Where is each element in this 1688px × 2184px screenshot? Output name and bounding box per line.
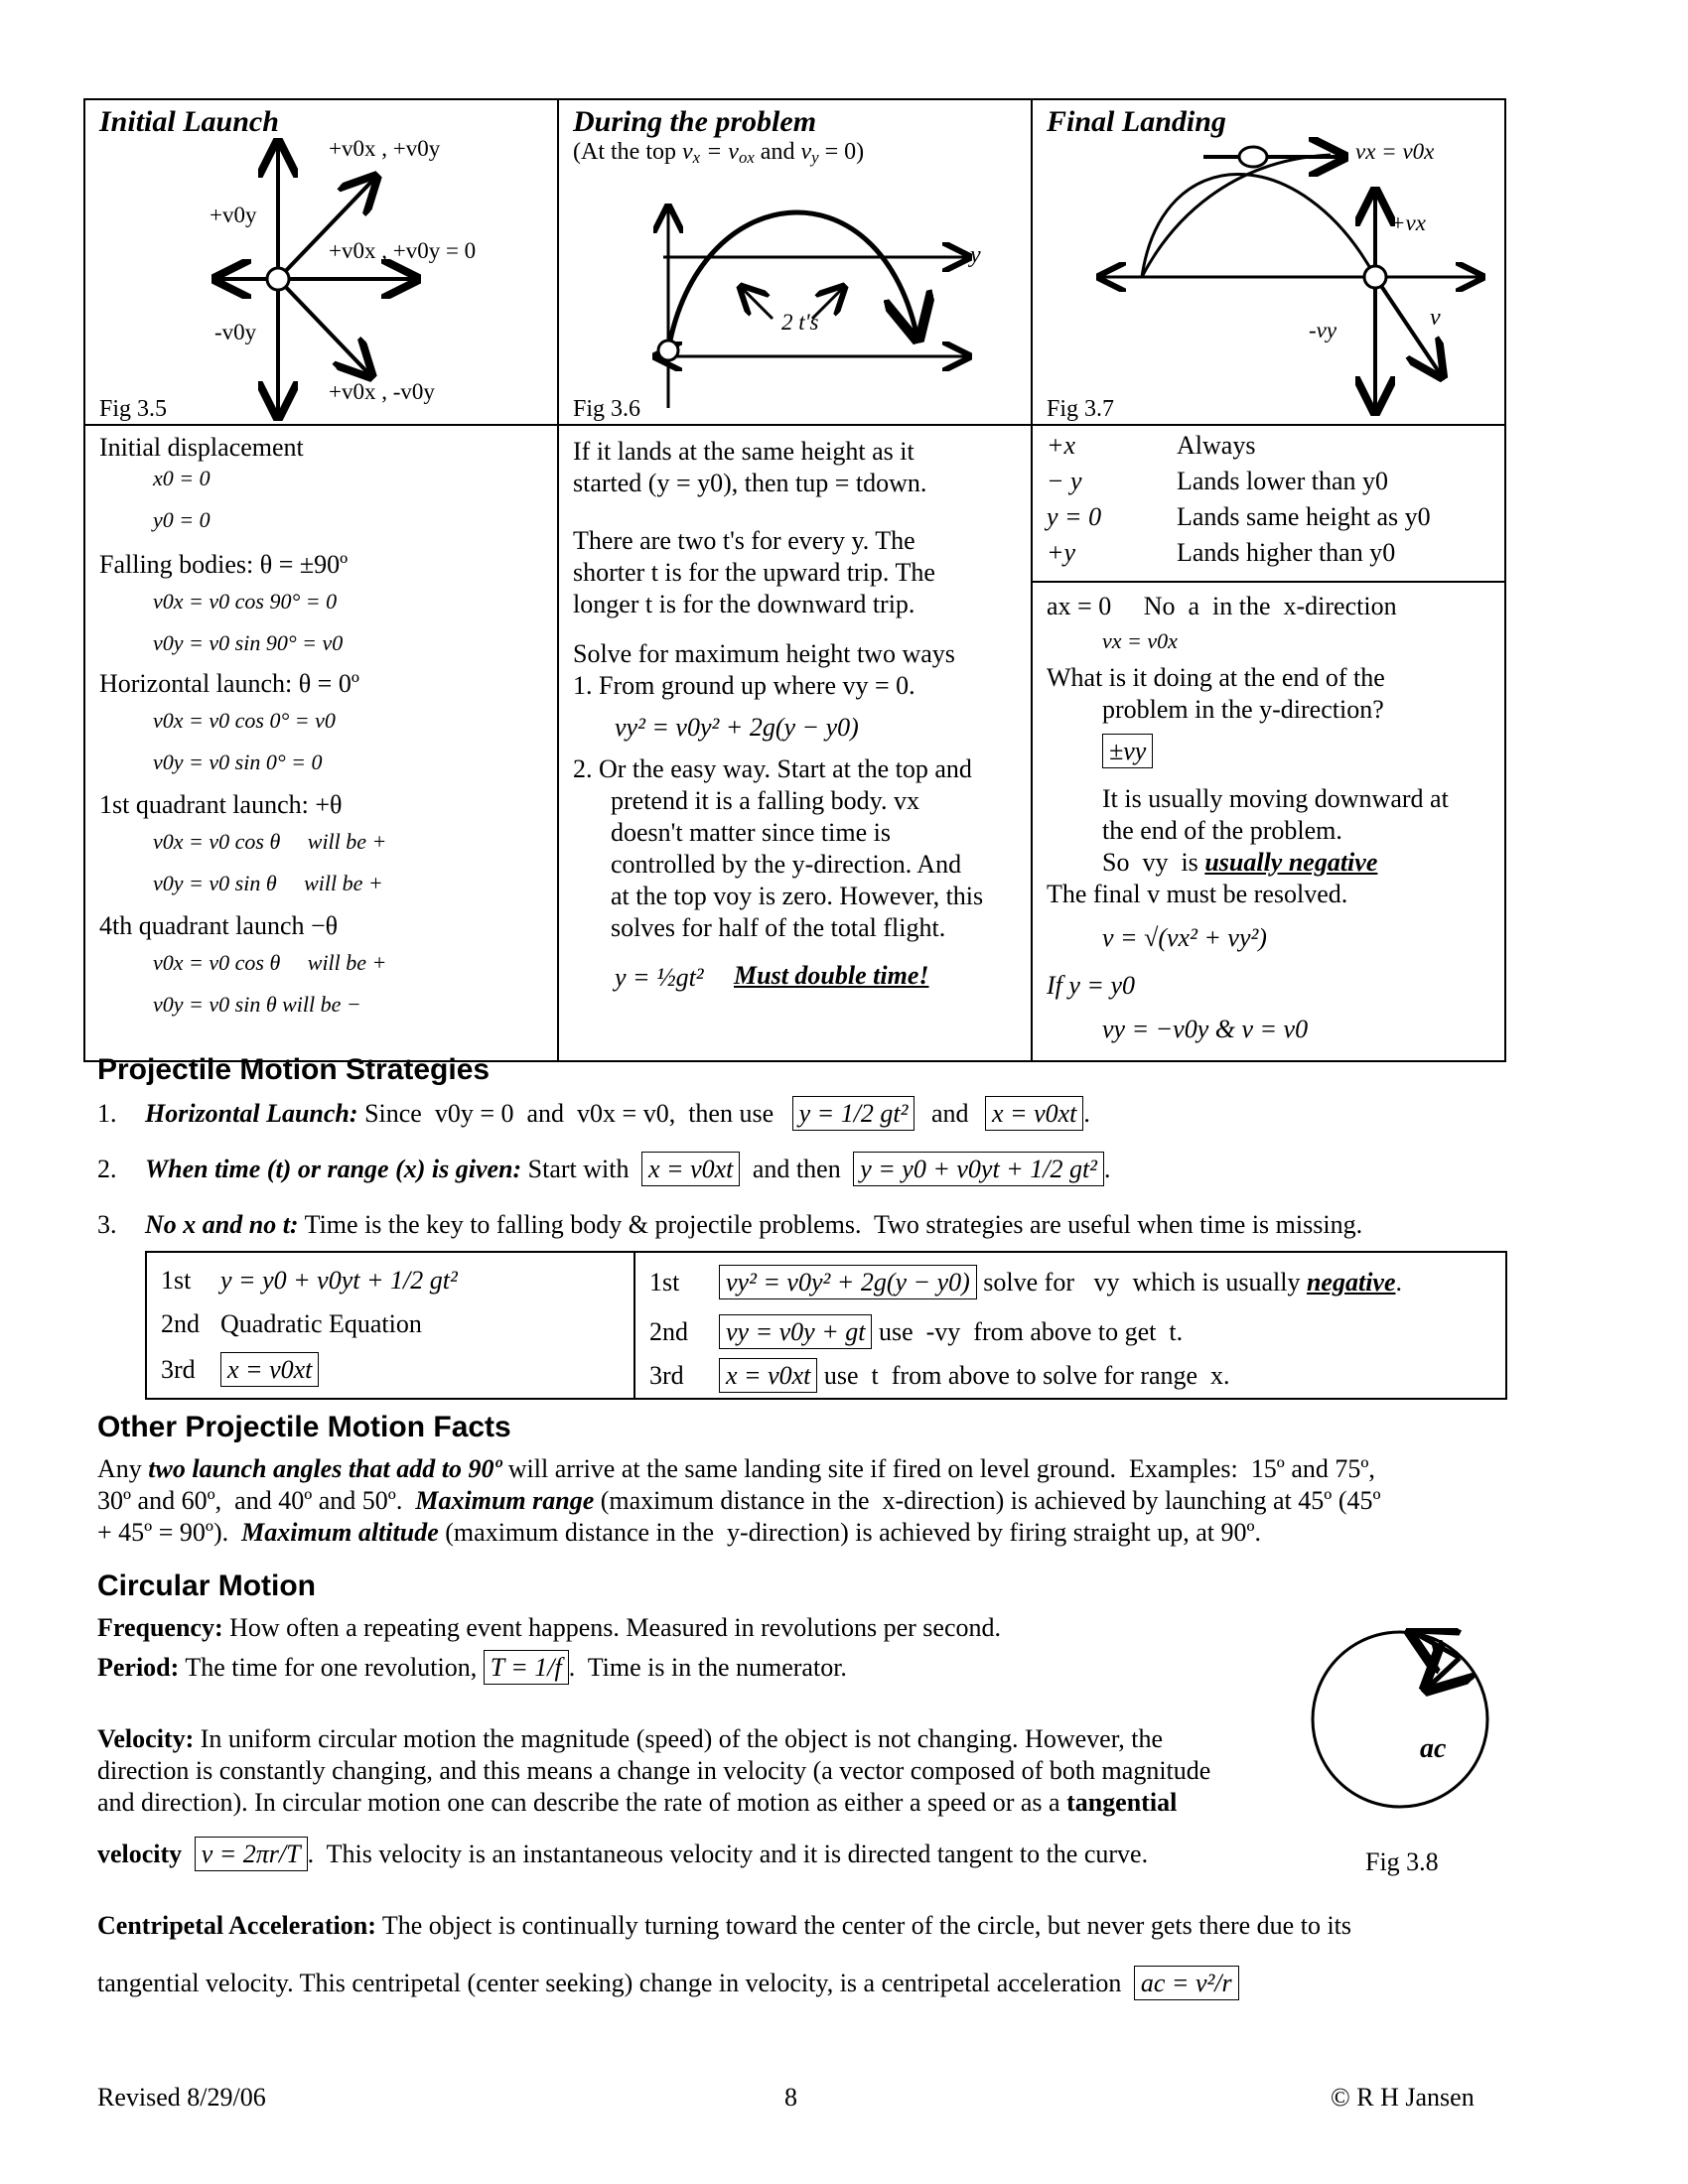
middle-column-cell (557, 424, 1033, 1062)
label-v0x-neg-v0y: +v0x , -v0y (329, 379, 435, 404)
right-equation-v: v = √(vx² + vy²) (1102, 923, 1267, 952)
left-line-15: v0y = v0 sin θ will be − (153, 992, 361, 1017)
left-line-11: v0x = v0 cos θ will be + (153, 829, 387, 854)
right-line-7: the end of the problem. (1102, 816, 1342, 845)
fig-3-6-caption: Fig 3.6 (573, 396, 641, 422)
left-line-1: Initial displacement (99, 433, 304, 462)
right-line-10: The final v must be resolved. (1047, 880, 1348, 908)
left-column-cell (83, 424, 559, 1062)
right-line-6: It is usually moving downward at (1102, 784, 1449, 813)
mid-line-12: controlled by the y-direction. And (611, 850, 962, 879)
right-line-2: vx = v0x (1102, 628, 1178, 653)
initial-launch-diagram (85, 100, 557, 424)
sign-row-2-desc: Lands lower than y0 (1177, 467, 1389, 495)
fig-cell-during-problem (557, 98, 1033, 426)
circular-motion-diagram (1311, 1628, 1509, 1846)
sign-table (1033, 426, 1504, 583)
label-neg-vy: -vy (1309, 318, 1337, 342)
during-problem-diagram (559, 100, 1031, 424)
strategy-3-table (145, 1251, 1507, 1400)
mid-equation-2: y = ½gt² (615, 963, 704, 992)
velocity-line-1: Velocity: In uniform circular motion the magnitude (speed) of the object is not changing. However, the (97, 1724, 1164, 1753)
period-line: Period: The time for one revolution, T = 1/f . Time is in the numerator. (97, 1650, 847, 1685)
footer-copyright: © R H Jansen (1331, 2083, 1475, 2112)
label-y-axis: y (970, 242, 981, 268)
strategy-2-box-x: x = v0xt (641, 1152, 740, 1186)
strategy-left-row-2: 2nd Quadratic Equation (161, 1309, 422, 1338)
sign-row-4-symbol: +y (1047, 538, 1076, 567)
right-line-1: ax = 0 No a in the x-direction (1047, 592, 1397, 620)
sign-row-1-symbol: +x (1047, 431, 1076, 460)
right-box-pm-vy: ±vy (1102, 734, 1153, 768)
mid-line-1: If it lands at the same height as it (573, 437, 914, 466)
other-facts-line-1: Any two launch angles that add to 90º will arrive at the same landing site if fired on level ground. Examples: 15º and 75º, (97, 1454, 1375, 1483)
strategy-1-box-x: x = v0xt (985, 1096, 1083, 1131)
strategy-2-box-y: y = y0 + v0yt + 1/2 gt² (853, 1152, 1104, 1186)
left-line-8: v0x = v0 cos 0° = v0 (153, 708, 336, 733)
must-double-time: Must double time! (734, 961, 929, 990)
footer-revised: Revised 8/29/06 (97, 2083, 266, 2112)
mid-equation-1: vy² = v0y² + 2g(y − y0) (615, 713, 859, 742)
left-line-7: Horizontal launch: θ = 0º (99, 669, 359, 698)
left-line-2: x0 = 0 (153, 466, 211, 490)
fig-3-8-caption: Fig 3.8 (1365, 1847, 1439, 1876)
mid-line-13: at the top voy is zero. However, this (611, 882, 984, 910)
velocity-line-4: velocity v = 2πr/T . This velocity is an instantaneous velocity and it is directed tangent to the curve. (97, 1837, 1148, 1871)
mid-line-5: longer t is for the downward trip. (573, 590, 915, 618)
centripetal-line-2: tangential velocity. This centripetal (center seeking) change in velocity, is a centripetal acceleration ac = v²/r (97, 1966, 1239, 2000)
right-line-12: If y = y0 (1047, 971, 1136, 1000)
velocity-line-3: and direction). In circular motion one can describe the rate of motion as either a speed or as a tangential (97, 1788, 1178, 1817)
right-line-8: So vy is usually negative (1102, 848, 1378, 877)
mid-line-10: pretend it is a falling body. vx (611, 786, 919, 815)
label-v0y: +v0y (210, 203, 257, 227)
left-line-6: v0y = v0 sin 90° = v0 (153, 630, 344, 655)
left-line-10: 1st quadrant launch: +θ (99, 790, 343, 819)
centripetal-formula-box: ac = v²/r (1134, 1966, 1239, 2000)
label-v0x-v0y-zero: +v0x , +v0y = 0 (329, 238, 477, 263)
left-line-5: v0x = v0 cos 90° = 0 (153, 589, 338, 614)
label-v0x-v0y-up: +v0x , +v0y (329, 136, 441, 161)
other-facts-line-2: 30º and 60º, and 40º and 50º. Maximum range (maximum distance in the x-direction) is achieved by launching at 45º (45º (97, 1486, 1381, 1515)
strategy-right-row-3: 3rd x = v0xt use t from above to solve for range x. (649, 1358, 1230, 1393)
period-formula-box: T = 1/f (484, 1650, 569, 1685)
label-two-ts: 2 t's (781, 310, 819, 335)
mid-line-4: shorter t is for the upward trip. The (573, 558, 935, 587)
mid-line-7: 1. From ground up where vy = 0. (573, 671, 915, 700)
mid-line-9: 2. Or the easy way. Start at the top and (573, 754, 972, 783)
right-line-13: vy = −v0y & v = v0 (1102, 1015, 1309, 1043)
left-line-12: v0y = v0 sin θ will be + (153, 871, 383, 895)
strategy-left-row-3: 3rd x = v0xt (161, 1352, 319, 1387)
left-line-13: 4th quadrant launch −θ (99, 911, 339, 940)
circle-label-ac: ac (1420, 1733, 1447, 1764)
sign-row-3-desc: Lands same height as y0 (1177, 502, 1431, 531)
initial-launch-title: Initial Launch (99, 105, 279, 138)
strategies-heading: Projectile Motion Strategies (97, 1053, 491, 1086)
velocity-line-2: direction is constantly changing, and this means a change in velocity (a vector composed of both magnitude (97, 1756, 1211, 1785)
right-column-cell (1031, 424, 1506, 1062)
strategy-1: 1. Horizontal Launch: Since v0y = 0 and v0x = v0, then use y = 1/2 gt² and x = v0xt . (97, 1096, 1090, 1131)
strategy-3: 3. No x and no t: Time is the key to falling body & projectile problems. Two strategies are useful when time is missing. (97, 1210, 1363, 1239)
strategy-right-row-2: 2nd vy = v0y + gt use -vy from above to get t. (649, 1314, 1183, 1349)
fig-cell-final-landing (1031, 98, 1506, 426)
centripetal-line-1: Centripetal Acceleration: The object is continually turning toward the center of the circle, but never gets there due to its (97, 1911, 1352, 1940)
label-vx-eq-v0x: vx = v0x (1355, 139, 1435, 164)
other-facts-heading: Other Projectile Motion Facts (97, 1411, 511, 1443)
sign-row-3-symbol: y = 0 (1047, 502, 1102, 531)
circular-motion-heading: Circular Motion (97, 1570, 317, 1602)
fig-cell-initial-launch (83, 98, 559, 426)
during-problem-subtitle: (At the top $v_x = v_{ox}$ and $v_y = 0$) (573, 139, 865, 168)
strategy-2: 2. When time (t) or range (x) is given: Start with x = v0xt and then y = y0 + v0yt + 1/2 gt² . (97, 1152, 1110, 1186)
other-facts-line-3: + 45º = 90º). Maximum altitude (maximum distance in the y-direction) is achieved by firing straight up, at 90º. (97, 1518, 1262, 1547)
label-plus-vx: +vx (1390, 210, 1426, 235)
frequency-line: Frequency: How often a repeating event happens. Measured in revolutions per second. (97, 1613, 1001, 1642)
label-v: v (1430, 305, 1441, 331)
sign-row-1-desc: Always (1177, 431, 1256, 460)
left-line-3: y0 = 0 (153, 507, 211, 532)
mid-line-6: Solve for maximum height two ways (573, 639, 955, 668)
circle-label-v: v (1430, 1629, 1443, 1660)
left-line-9: v0y = v0 sin 0° = 0 (153, 750, 323, 774)
mid-line-14: solves for half of the total flight. (611, 913, 946, 942)
label-neg-v0y: -v0y (214, 320, 257, 344)
left-line-14: v0x = v0 cos θ will be + (153, 950, 387, 975)
usually-negative: usually negative (1204, 848, 1378, 877)
strategy-1-box-y: y = 1/2 gt² (792, 1096, 915, 1131)
strategy-left-row-1: 1st y = y0 + v0yt + 1/2 gt² (161, 1266, 458, 1295)
final-landing-title: Final Landing (1047, 105, 1226, 138)
left-line-4: Falling bodies: θ = ±90º (99, 550, 349, 579)
mid-line-2: started (y = y0), then tup = tdown. (573, 469, 927, 497)
mid-line-3: There are two t's for every y. The (573, 526, 915, 555)
strategy-right-row-1: 1st vy² = v0y² + 2g(y − y0) solve for vy which is usually negative. (649, 1265, 1402, 1299)
fig-3-5-caption: Fig 3.5 (99, 396, 168, 422)
mid-line-11: doesn't matter since time is (611, 818, 891, 847)
during-problem-title: During the problem (573, 105, 817, 138)
footer-page-number: 8 (784, 2083, 797, 2112)
sign-row-4-desc: Lands higher than y0 (1177, 538, 1396, 567)
sign-row-2-symbol: − y (1047, 467, 1082, 495)
fig-3-7-caption: Fig 3.7 (1047, 396, 1115, 422)
velocity-formula-box: v = 2πr/T (195, 1837, 308, 1871)
right-line-4: problem in the y-direction? (1102, 695, 1384, 724)
right-line-3: What is it doing at the end of the (1047, 663, 1385, 692)
